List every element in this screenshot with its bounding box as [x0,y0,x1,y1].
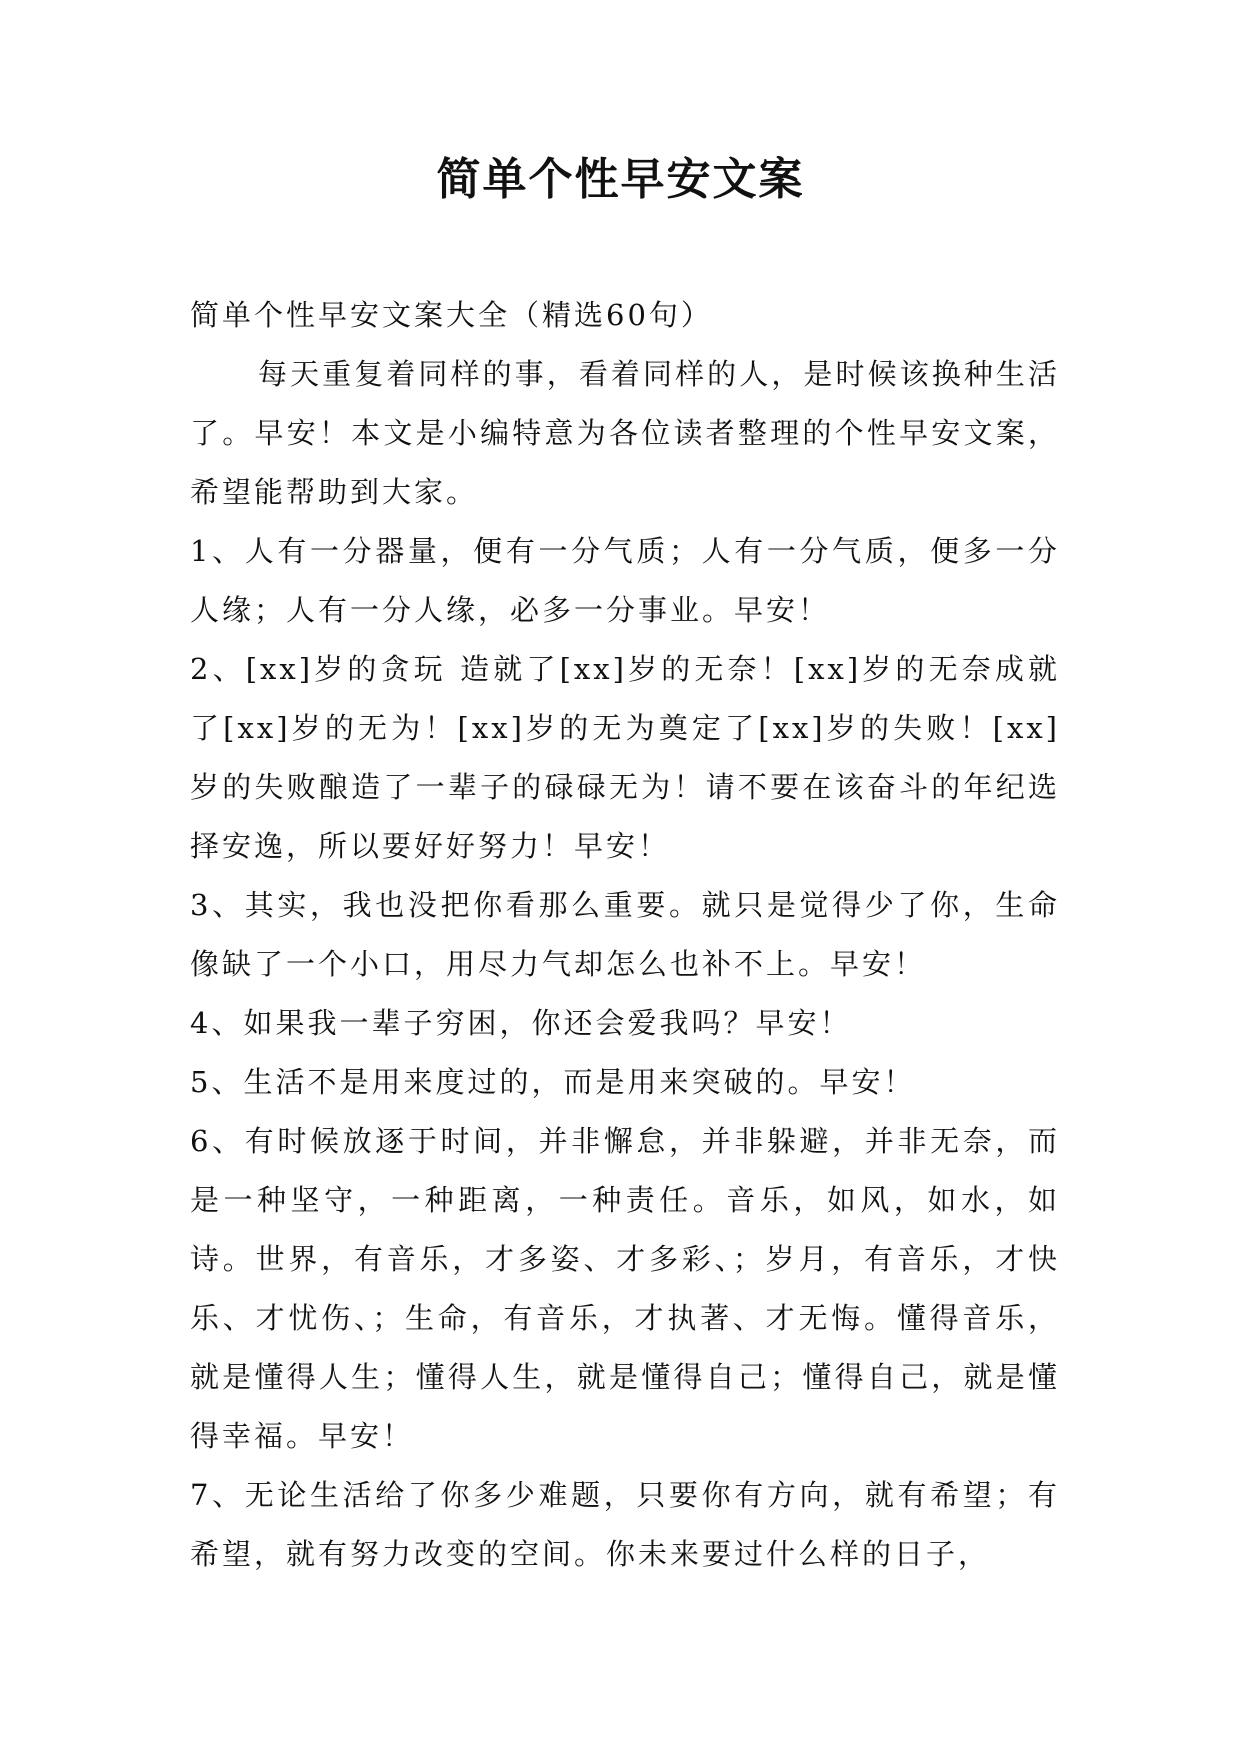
list-item: 6、有时候放逐于时间，并非懈怠，并非躲避，并非无奈，而是一种坚守，一种距离，一种责任。音乐，如风，如水，如诗。世界，有音乐，才多姿、才多彩、；岁月，有音乐，才快乐、才忧伤、；生命，有音乐，才执著、才无悔。懂得音乐，就是懂得人生；懂得人生，就是懂得自己；懂得自己，就是懂得幸福。早安！ [190,1124,1060,1453]
document-subtitle: 简单个性早安文案大全（精选60句） [190,298,713,332]
list-item: 5、生活不是用来度过的，而是用来突破的。早安！ [190,1065,916,1099]
document-title: 简单个性早安文案 [436,154,805,205]
document-body [190,286,1060,1584]
list-item: 3、其实，我也没把你看那么重要。就只是觉得少了你，生命像缺了一个小口，用尽力气却怎么也补不上。早安！ [190,888,1060,981]
list-item: 7、无论生活给了你多少难题，只要你有方向，就有希望；有希望，就有努力改变的空间。你未来要过什么样的日子， [190,1478,1060,1571]
intro-paragraph: 每天重复着同样的事，看着同样的人，是时候该换种生活了。早安！本文是小编特意为各位读者整理的个性早安文案，希望能帮助到大家。 [190,357,1060,509]
list-item: 1、人有一分器量，便有一分气质；人有一分气质，便多一分人缘；人有一分人缘，必多一分事业。早安！ [190,534,1060,627]
list-item: 4、如果我一辈子穷困，你还会爱我吗？早安！ [190,1006,852,1040]
list-item: 2、[xx]岁的贪玩 造就了[xx]岁的无奈！[xx]岁的无奈成就了[xx]岁的无为！[xx]岁的无为奠定了[xx]岁的失败！[xx]岁的失败酿造了一辈子的碌碌无为！请不要在该奋斗的年纪选择安逸，所以要好好努力！早安！ [190,652,1060,863]
